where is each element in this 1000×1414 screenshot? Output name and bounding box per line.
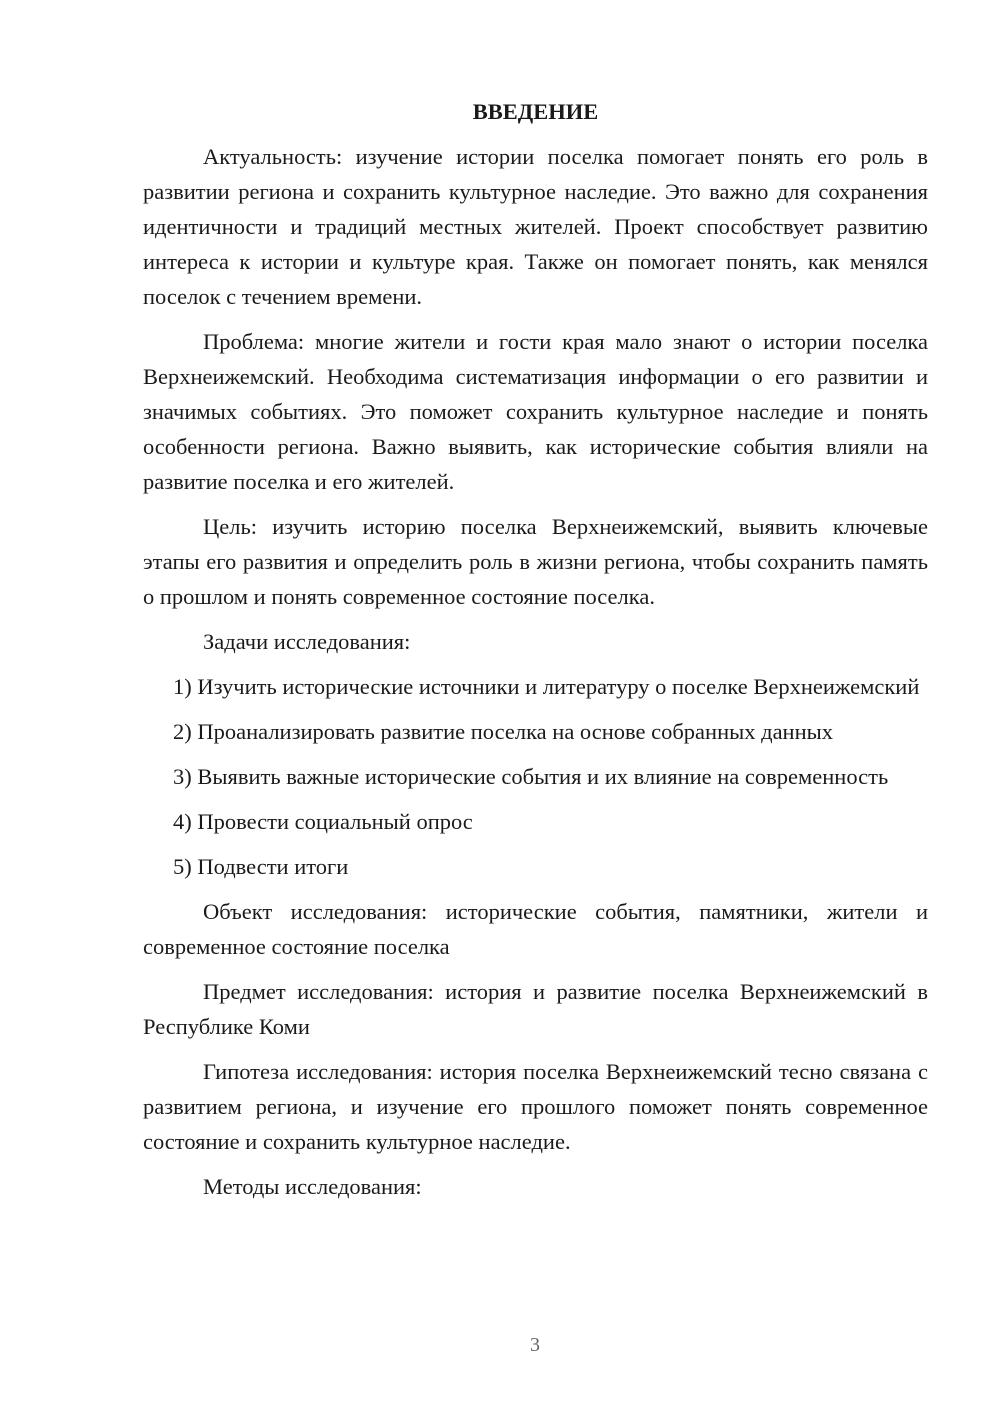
list-item: 1) Изучить исторические источники и литературу о поселке Верхнеижемский (173, 674, 920, 699)
list-item: 5) Подвести итоги (173, 854, 349, 879)
document-page (143, 94, 928, 1214)
list-item: 2) Проанализировать развитие поселка на основе собранных данных (173, 719, 834, 744)
paragraph-problem: Проблема: многие жители и гости края мало знают о истории поселка Верхнеижемский. Необходима систематизация информации о его развитии и значимых событиях. Это поможет сохранить культурное наследие и понять особенности региона. Важно выявить, как исторические события влияли на развитие поселка и его жителей. (143, 329, 928, 494)
paragraph-subject: Предмет исследования: история и развитие поселка Верхнеижемский в Республике Коми (143, 979, 928, 1039)
paragraph-relevance: Актуальность: изучение истории поселка помогает понять его роль в развитии региона и сохранить культурное наследие. Это важно для сохранения идентичности и традиций местных жителей. Проект способствует развитию интереса к истории и культуре края. Также он помогает понять, как менялся поселок с течением времени. (143, 144, 928, 309)
tasks-list (143, 669, 928, 884)
paragraph-hypothesis: Гипотеза исследования: история поселка Верхнеижемский тесно связана с развитием региона, и изучение его прошлого поможет понять современное состояние и сохранить культурное наследие. (143, 1059, 928, 1154)
paragraph-object: Объект исследования: исторические события, памятники, жители и современное состояние поселка (143, 899, 928, 959)
paragraph-goal: Цель: изучить историю поселка Верхнеижемский, выявить ключевые этапы его развития и определить роль в жизни региона, чтобы сохранить память о прошлом и понять современное состояние поселка. (143, 514, 928, 609)
page-number: 3 (530, 1334, 540, 1356)
list-item: 3) Выявить важные исторические события и их влияние на современность (173, 764, 889, 789)
methods-title: Методы исследования: (203, 1174, 422, 1199)
section-heading: ВВЕДЕНИЕ (472, 99, 599, 124)
tasks-title: Задачи исследования: (203, 629, 411, 654)
list-item: 4) Провести социальный опрос (173, 809, 473, 834)
